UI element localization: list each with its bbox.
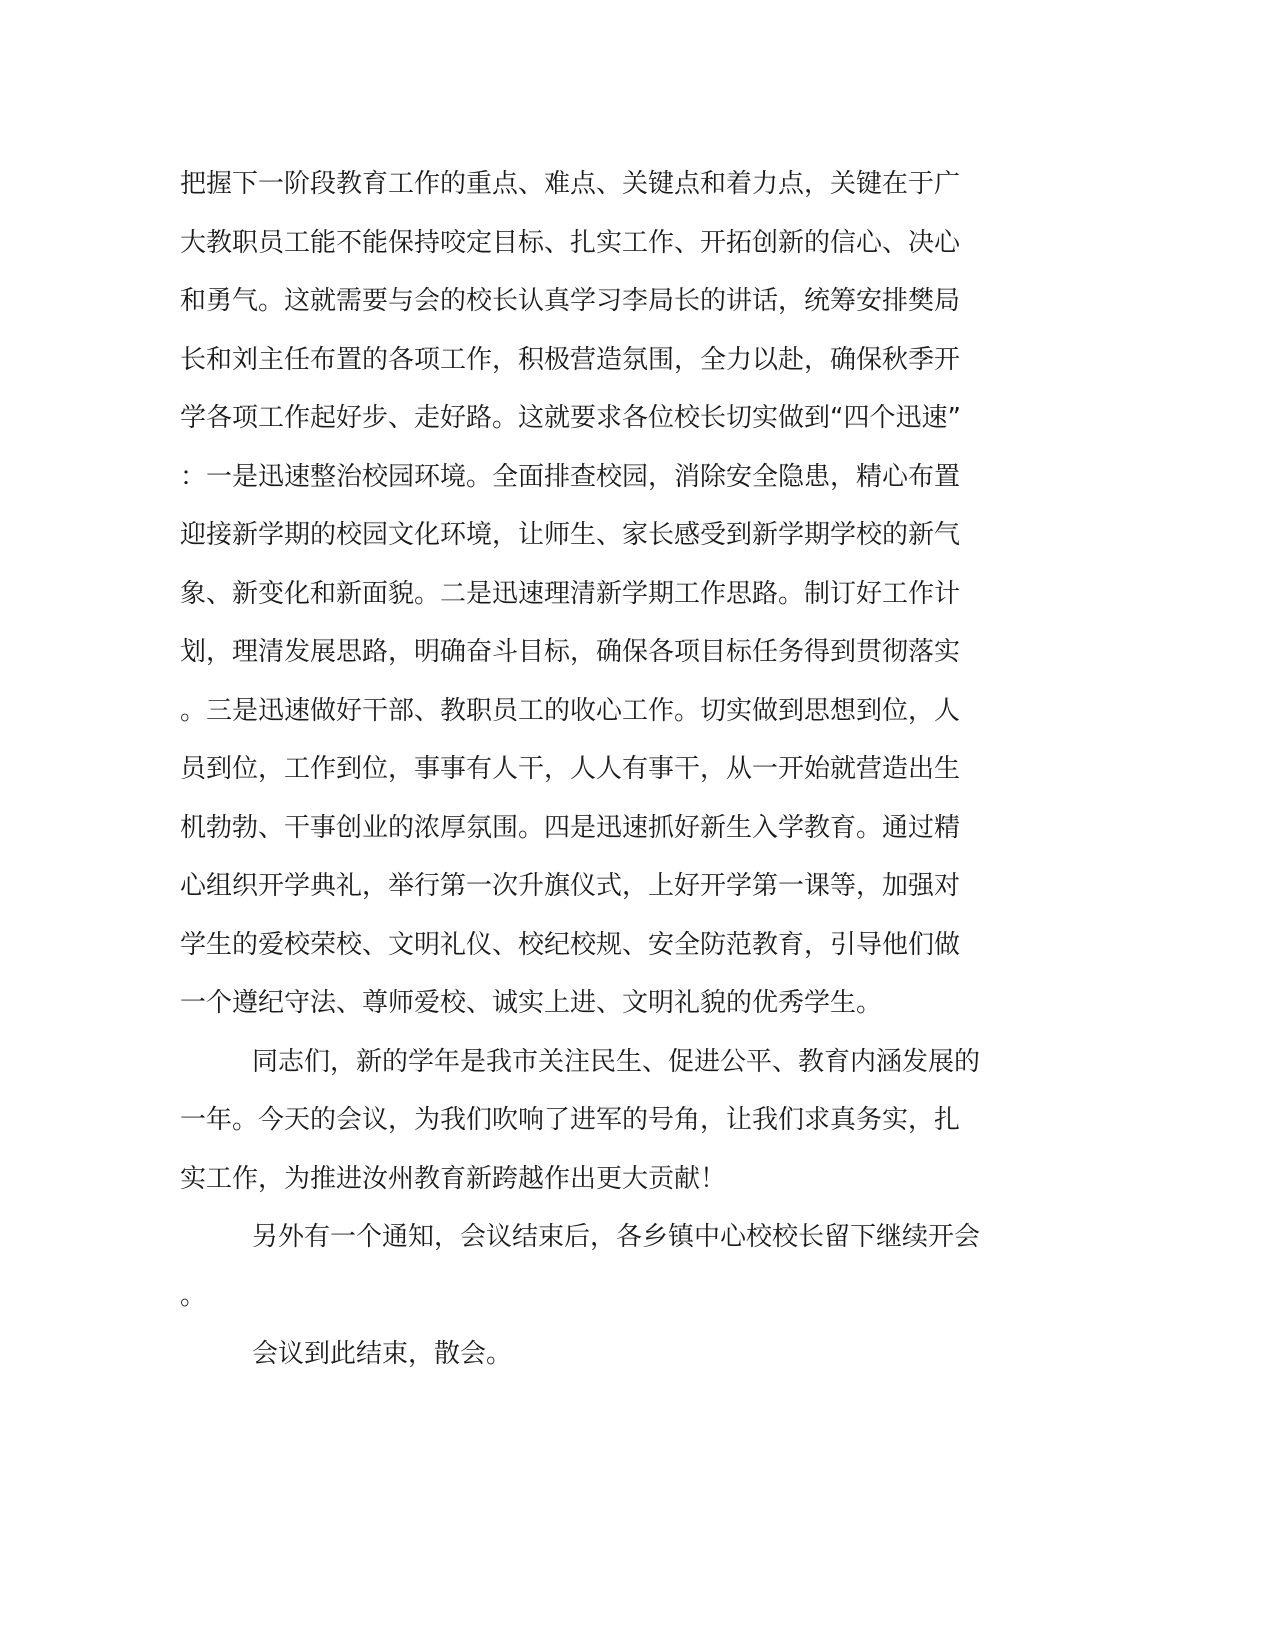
text-line: 把握下一阶段教育工作的重点、难点、关键点和着力点，关键在于广: [180, 169, 961, 199]
text-line: 和勇气。这就需要与会的校长认真学习李局长的讲话，统筹安排樊局: [180, 286, 961, 316]
text-line: 一年。今天的会议，为我们吹响了进军的号角，让我们求真务实，扎: [180, 1105, 961, 1135]
text-line: 大教职员工能不能保持咬定目标、扎实工作、开拓创新的信心、决心: [180, 227, 961, 258]
text-line: 机勃勃、干事创业的浓厚氛围。四是迅速抓好新生入学教育。通过精: [180, 812, 961, 843]
text-line: 学生的爱校荣校、文明礼仪、校纪校规、安全防范教育，引导他们做: [180, 929, 961, 960]
text-line: 象、新变化和新面貌。二是迅速理清新学期工作思路。制订好工作计: [180, 578, 961, 609]
text-line: 。三是迅速做好干部、教职员工的收心工作。切实做到思想到位，人: [180, 695, 961, 726]
paragraph-first-line: 同志们，新的学年是我市关注民生、促进公平、教育内涵发展的: [252, 1046, 981, 1077]
text-line: 一个遵纪守法、尊师爱校、诚实上进、文明礼貌的优秀学生。: [180, 988, 883, 1018]
text-line: 划，理清发展思路，明确奋斗目标，确保各项目标任务得到贯彻落实: [180, 637, 961, 667]
document-body: [180, 155, 1050, 1384]
paragraph-first-line: 会议到此结束，散会。: [252, 1339, 513, 1369]
paragraph-first-line: 另外有一个通知，会议结束后，各乡镇中心校校长留下继续开会: [252, 1222, 981, 1252]
text-line: 长和刘主任布置的各项工作，积极营造氛围，全力以赴，确保秋季开: [180, 344, 961, 375]
text-line: 员到位，工作到位，事事有人干，人人有事干，从一开始就营造出生: [180, 754, 961, 784]
text-line: 。: [180, 1280, 207, 1311]
text-line: 学各项工作起好步、走好路。这就要求各位校长切实做到“四个迅速”: [180, 403, 961, 433]
text-line: 心组织开学典礼，举行第一次升旗仪式，上好开学第一课等，加强对: [180, 871, 961, 901]
text-line: ：一是迅速整治校园环境。全面排查校园，消除安全隐患，精心布置: [180, 461, 961, 492]
text-line: 实工作，为推进汝州教育新跨越作出更大贡献！: [180, 1163, 727, 1194]
text-line: 迎接新学期的校园文化环境，让师生、家长感受到新学期学校的新气: [180, 520, 961, 550]
